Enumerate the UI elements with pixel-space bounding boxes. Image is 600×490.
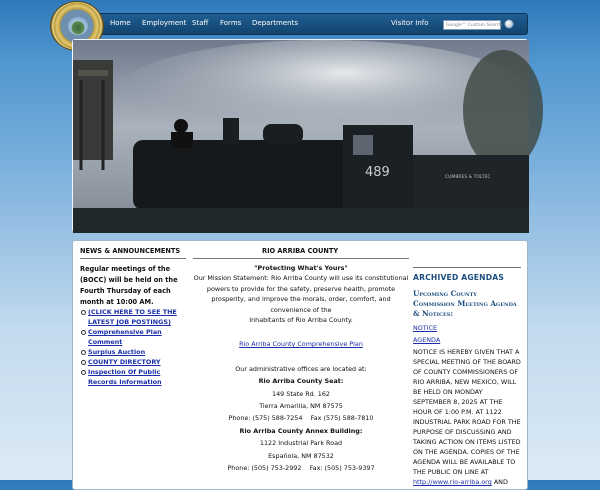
list-item bbox=[80, 347, 188, 357]
county-seat-city: Tierra Amarilla, NM 87575 bbox=[259, 402, 343, 411]
county-seat-fax: Fax (575) 588-7810 bbox=[310, 414, 374, 423]
search-input[interactable]: Google™ Custom Search bbox=[443, 20, 501, 30]
public-records-link[interactable]: Inspection Of Public Records Information bbox=[88, 368, 162, 386]
search-button[interactable] bbox=[504, 19, 514, 29]
mission-statement: Our Mission Statement: Rio Arriba County will use its constitutional powers to provide for the safety, preserve health, promote prosperity, and improve the morals, order, comfort, and convenience of the bbox=[193, 274, 409, 314]
news-title: NEWS & ANNOUNCEMENTS bbox=[80, 247, 181, 255]
annex-city: Española, NM 87532 bbox=[268, 451, 334, 460]
offices-intro: Our administrative offices are located at: bbox=[235, 364, 367, 373]
news-links bbox=[80, 307, 188, 387]
job-postings-link[interactable]: (CLICK HERE TO SEE THE LATEST JOB POSTINGS) bbox=[88, 308, 177, 326]
county-divider bbox=[193, 258, 409, 259]
news-divider bbox=[80, 258, 186, 259]
county-info bbox=[193, 263, 409, 474]
county-seat-phone: Phone: (575) 588-7254 bbox=[228, 414, 303, 423]
comprehensive-plan-link[interactable]: Rio Arriba County Comprehensive Plan bbox=[239, 340, 363, 349]
agenda-link[interactable]: AGENDA bbox=[413, 336, 441, 344]
annex-street: 1122 Industrial Park Road bbox=[259, 439, 343, 448]
list-item bbox=[80, 357, 188, 367]
meeting-notice: Regular meetings of the (BOCC) will be held on the Fourth Thursday of each month at 10:00 AM. bbox=[80, 265, 178, 306]
county-seat-street: 149 State Rd. 162 bbox=[272, 389, 330, 398]
list-item bbox=[80, 327, 188, 347]
county-seat-heading: Rio Arriba County Seat: bbox=[258, 377, 344, 386]
content-panel bbox=[72, 240, 528, 490]
annex-fax: Fax: (505) 753-9397 bbox=[309, 464, 375, 473]
list-item bbox=[80, 307, 188, 327]
nav-staff[interactable]: Staff bbox=[192, 19, 209, 27]
archived-agendas-link[interactable]: ARCHIVED AGENDAS bbox=[413, 273, 504, 282]
county-title: RIO ARRIBA COUNTY bbox=[262, 247, 339, 255]
agendas-column bbox=[413, 263, 521, 487]
annex-phone: Phone: (505) 753-2992 bbox=[227, 464, 302, 473]
nav-visitor-info[interactable]: Visitor Info bbox=[391, 19, 429, 27]
steam-locomotive-photo bbox=[73, 40, 529, 233]
comprehensive-plan-comment-link[interactable]: Comprehensive Plan Comment bbox=[88, 328, 162, 346]
notice-link[interactable]: NOTICE bbox=[413, 324, 438, 332]
nav-departments[interactable]: Departments bbox=[252, 19, 299, 27]
tender-lettering: CUMBRES & TOLTEC bbox=[445, 175, 491, 180]
nav-home[interactable]: Home bbox=[110, 19, 131, 27]
annex-heading: Rio Arriba County Annex Building: bbox=[239, 426, 363, 435]
county-motto: "Protecting What's Yours" bbox=[254, 264, 348, 272]
seal-center-icon bbox=[68, 17, 88, 35]
hero-image bbox=[72, 39, 528, 232]
special-meeting-notice: NOTICE IS HEREBY GIVEN THAT A SPECIAL MEETING OF THE BOARD OF COUNTY COMMISSIONERS OF RIO ARRIBA, NEW MEXICO, WILL BE HELD ON MONDAY SEPTEMBER 8, 2025 AT THE HOUR OF 1:00 P.M. AT 1122 INDUSTRIAL PARK ROAD FOR THE PURPOSE OF DISCUSSING AND TAKING ACTION ON ITEMS LISTED ON THE AGENDA. COPIES OF THE AGENDA WILL BE AVAILABLE TO THE PUBLIC ON LINE AT bbox=[413, 348, 521, 476]
nav-forms[interactable]: Forms bbox=[220, 19, 242, 27]
mission-statement-tail: Inhabitants of Rio Arriba County. bbox=[249, 316, 353, 325]
surplus-auction-link[interactable]: Surplus Auction bbox=[88, 348, 146, 356]
main-nav bbox=[72, 13, 528, 35]
county-website-link[interactable]: http://www.rio-arriba.org bbox=[413, 478, 492, 486]
upcoming-agenda-heading: Upcoming County Commission Meeting Agenda & Notices: bbox=[413, 289, 517, 318]
locomotive-number: 489 bbox=[365, 165, 390, 180]
county-directory-link[interactable]: COUNTY DIRECTORY bbox=[88, 358, 161, 366]
nav-employment[interactable]: Employment bbox=[142, 19, 187, 27]
list-item bbox=[80, 367, 188, 387]
notice-continuation: AND bbox=[493, 478, 508, 486]
